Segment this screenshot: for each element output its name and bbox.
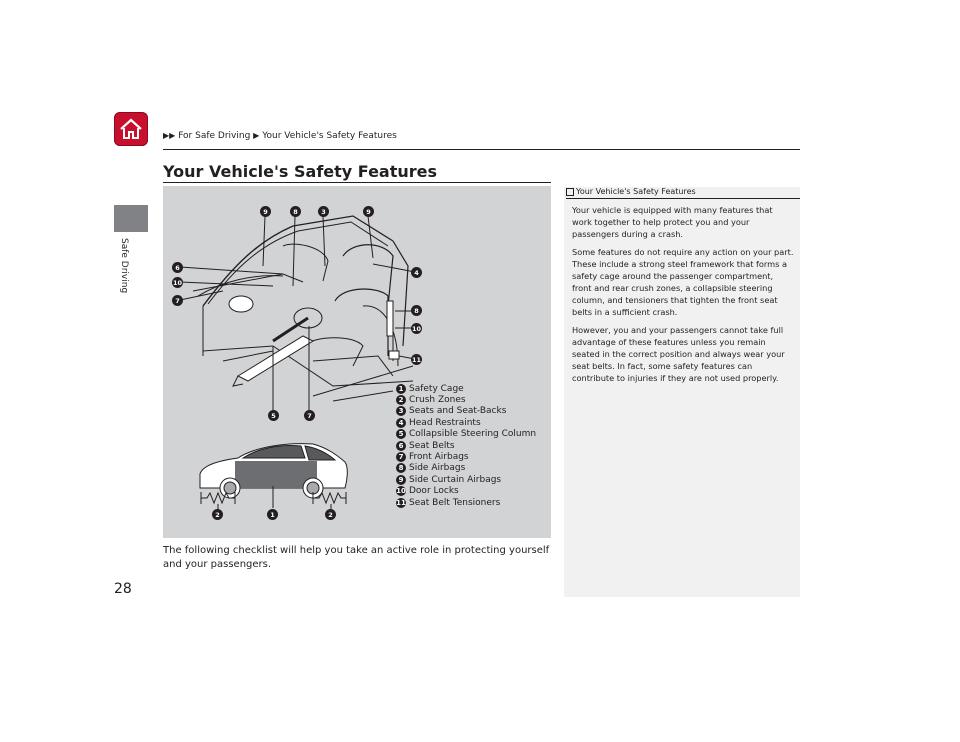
legend-label: Crush Zones bbox=[409, 395, 466, 406]
header-divider bbox=[163, 149, 800, 150]
legend-label: Seats and Seat-Backs bbox=[409, 406, 507, 417]
side-note-title-text: Your Vehicle's Safety Features bbox=[576, 187, 696, 196]
legend-item bbox=[396, 429, 546, 440]
legend-label: Side Curtain Airbags bbox=[409, 474, 502, 485]
side-note-paragraph: Some features do not require any action on your part. These include a strong steel framework that forms a safety cage around the passenger compartment, front and rear crush zones, a collapsible steering column, and tensioners that tighten the front seat belts in a sufficient crash. bbox=[572, 247, 794, 317]
section-label: Safe Driving bbox=[119, 238, 129, 294]
legend-item bbox=[396, 451, 546, 462]
legend-label: Seat Belts bbox=[409, 440, 455, 451]
legend-label: Collapsible Steering Column bbox=[409, 429, 537, 440]
legend-item bbox=[396, 474, 546, 485]
legend-number: 3 bbox=[396, 406, 406, 416]
callout-marker: 8 bbox=[411, 305, 422, 316]
legend-label: Side Airbags bbox=[409, 463, 466, 474]
breadcrumb-item[interactable]: For Safe Driving bbox=[178, 131, 251, 141]
side-note-body bbox=[572, 204, 794, 390]
legend-item bbox=[396, 463, 546, 474]
callout-marker: 11 bbox=[411, 355, 422, 364]
side-note-paragraph: Your vehicle is equipped with many features that work together to help protect you and your passengers during a crash. bbox=[572, 205, 773, 239]
legend-label: Front Airbags bbox=[409, 452, 469, 463]
legend-label: Head Restraints bbox=[409, 417, 481, 428]
callout-marker: 9 bbox=[260, 206, 271, 217]
callout-marker: 3 bbox=[318, 206, 329, 217]
page-number: 28 bbox=[114, 581, 132, 597]
legend-item bbox=[396, 486, 546, 497]
home-icon bbox=[118, 116, 144, 142]
legend-number: 9 bbox=[396, 475, 406, 485]
callout-marker: 7 bbox=[172, 295, 183, 306]
callout-marker: 8 bbox=[290, 206, 301, 217]
legend-label: Safety Cage bbox=[409, 383, 464, 394]
callout-marker: 4 bbox=[411, 267, 422, 278]
callout-marker: 2 bbox=[212, 509, 223, 520]
callout-marker: 6 bbox=[172, 262, 183, 273]
legend-item bbox=[396, 497, 546, 508]
breadcrumb-arrow-icon: ▶ bbox=[253, 131, 260, 140]
callout-marker: 10 bbox=[172, 278, 183, 287]
callout-marker: 5 bbox=[268, 410, 279, 421]
callout-marker: 1 bbox=[267, 509, 278, 520]
legend-number: 6 bbox=[396, 441, 406, 451]
breadcrumb-arrow-icon: ▶▶ bbox=[163, 131, 176, 140]
legend-number: 1 bbox=[396, 384, 406, 394]
intro-paragraph: The following checklist will help you take an active role in protecting yourself and your passengers. bbox=[163, 545, 550, 570]
legend-item bbox=[396, 383, 546, 394]
section-tab[interactable] bbox=[114, 205, 148, 232]
home-button[interactable] bbox=[114, 112, 148, 146]
legend-item bbox=[396, 440, 546, 451]
page-title: Your Vehicle's Safety Features bbox=[163, 162, 438, 181]
title-divider bbox=[163, 182, 551, 183]
side-note-title bbox=[566, 187, 696, 196]
legend-item bbox=[396, 406, 546, 417]
figure-legend bbox=[396, 383, 546, 508]
callout-marker: 9 bbox=[363, 206, 374, 217]
callout-marker: 2 bbox=[325, 509, 336, 520]
legend-label: Seat Belt Tensioners bbox=[409, 497, 501, 508]
legend-number: 4 bbox=[396, 418, 406, 428]
side-note-paragraph: However, you and your passengers cannot take full advantage of these features unless you remain seated in the correct position and always wear your seat belts. In fact, some safety features can contribute to injuries if they are not used properly. bbox=[572, 325, 785, 383]
legend-number: 10 bbox=[396, 487, 406, 496]
callout-marker: 10 bbox=[411, 324, 422, 333]
legend-number: 2 bbox=[396, 395, 406, 405]
legend-item bbox=[396, 417, 546, 428]
legend-number: 11 bbox=[396, 498, 406, 507]
legend-number: 7 bbox=[396, 452, 406, 462]
legend-item bbox=[396, 394, 546, 405]
breadcrumb bbox=[163, 131, 397, 141]
legend-label: Door Locks bbox=[409, 486, 459, 497]
breadcrumb-item[interactable]: Your Vehicle's Safety Features bbox=[262, 131, 397, 141]
legend-number: 5 bbox=[396, 429, 406, 439]
callout-marker: 7 bbox=[304, 410, 315, 421]
side-note-divider bbox=[566, 198, 800, 199]
legend-number: 8 bbox=[396, 463, 406, 473]
note-icon bbox=[566, 188, 574, 196]
